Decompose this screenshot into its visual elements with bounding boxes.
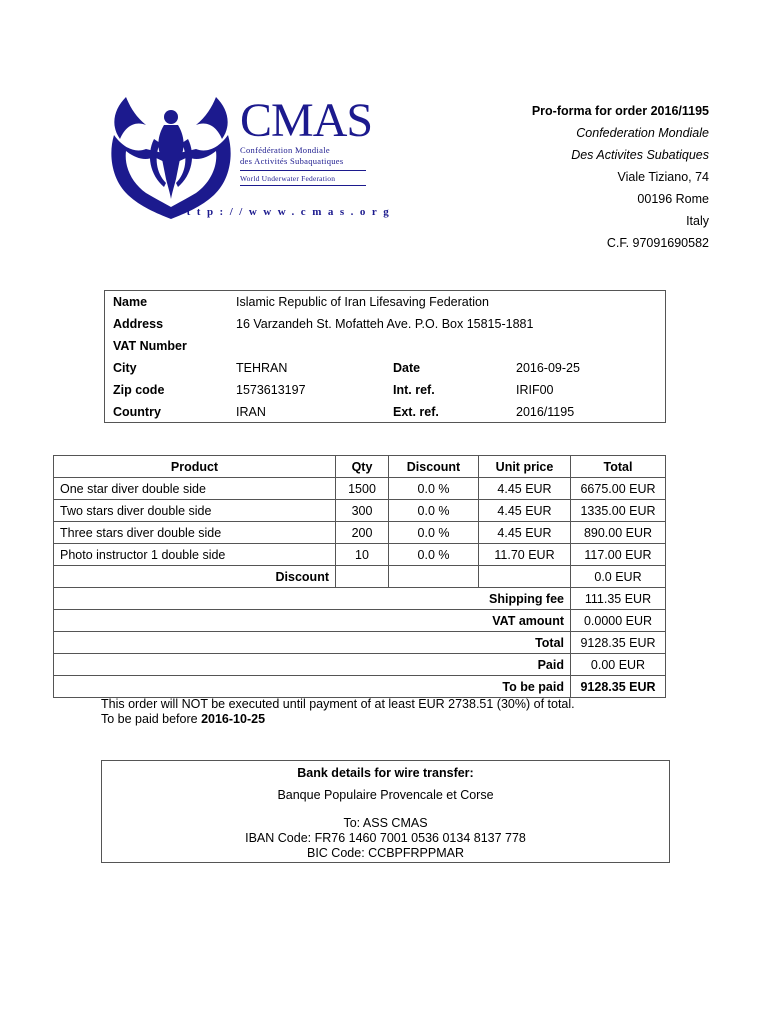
to-be-paid-label: To be paid bbox=[54, 676, 571, 698]
country-label: Country bbox=[113, 405, 161, 419]
vat-label: VAT Number bbox=[113, 339, 187, 353]
product-qty: 300 bbox=[336, 500, 389, 522]
customer-row-country bbox=[105, 401, 665, 423]
product-name: One star diver double side bbox=[54, 478, 336, 500]
extref-label: Ext. ref. bbox=[393, 405, 439, 419]
date-label: Date bbox=[393, 361, 421, 375]
empty-cell bbox=[336, 566, 389, 588]
product-name: Two stars diver double side bbox=[54, 500, 336, 522]
empty-cell bbox=[479, 566, 571, 588]
table-row bbox=[54, 522, 666, 544]
logo-rule bbox=[240, 170, 366, 171]
product-total: 117.00 EUR bbox=[571, 544, 666, 566]
header-total: Total bbox=[571, 456, 666, 478]
product-unit-price: 4.45 EUR bbox=[479, 500, 571, 522]
total-row bbox=[54, 632, 666, 654]
zip-value: 1573613197 bbox=[236, 383, 306, 397]
product-total: 6675.00 EUR bbox=[571, 478, 666, 500]
customer-row-city bbox=[105, 357, 665, 379]
city-label: City bbox=[113, 361, 137, 375]
product-discount: 0.0 % bbox=[389, 544, 479, 566]
logo-line-3: World Underwater Federation bbox=[240, 174, 336, 183]
address-label: Address bbox=[113, 317, 164, 331]
zip-label: Zip code bbox=[113, 383, 165, 397]
sender-block bbox=[532, 100, 709, 254]
sender-cf: C.F. 97091690582 bbox=[606, 236, 709, 250]
intref-label: Int. ref. bbox=[393, 383, 435, 397]
sender-org-1: Confederation Mondiale bbox=[576, 126, 709, 140]
due-date: 2016-10-25 bbox=[201, 712, 266, 726]
customer-row-zip bbox=[105, 379, 665, 401]
paid-value: 0.00 EUR bbox=[571, 654, 666, 676]
name-label: Name bbox=[113, 295, 148, 309]
extref-value: 2016/1195 bbox=[516, 405, 575, 419]
document-title: Pro-forma for order 2016/1195 bbox=[531, 104, 709, 118]
name-value: Islamic Republic of Iran Lifesaving Federation bbox=[236, 295, 489, 309]
paid-row bbox=[54, 654, 666, 676]
shipping-value: 111.35 EUR bbox=[571, 588, 666, 610]
vat-amount-label: VAT amount bbox=[54, 610, 571, 632]
product-qty: 10 bbox=[336, 544, 389, 566]
logo-line-2: des Activités Subaquatiques bbox=[240, 156, 344, 166]
cmas-logo bbox=[106, 94, 396, 223]
notice-line-1: This order will NOT be executed until payment of at least EUR 2738.51 (30%) of total. bbox=[101, 697, 575, 711]
product-unit-price: 4.45 EUR bbox=[479, 522, 571, 544]
paid-label: Paid bbox=[54, 654, 571, 676]
customer-box bbox=[104, 290, 666, 423]
bank-bic: BIC Code: CCBPFRPPMAR bbox=[307, 846, 464, 860]
sender-org-2: Des Activites Subatiques bbox=[571, 148, 709, 162]
bank-details-box bbox=[101, 760, 670, 863]
logo-url[interactable]: http://www.cmas.org bbox=[174, 206, 396, 218]
notice-prefix: To be paid before bbox=[101, 712, 202, 726]
sender-street: Viale Tiziano, 74 bbox=[617, 170, 709, 184]
header-discount: Discount bbox=[389, 456, 479, 478]
total-label: Total bbox=[54, 632, 571, 654]
product-total: 1335.00 EUR bbox=[571, 500, 666, 522]
bank-title: Bank details for wire transfer: bbox=[297, 766, 474, 780]
table-row bbox=[54, 478, 666, 500]
product-total: 890.00 EUR bbox=[571, 522, 666, 544]
payment-notice bbox=[101, 697, 575, 727]
product-unit-price: 4.45 EUR bbox=[479, 478, 571, 500]
product-name: Photo instructor 1 double side bbox=[54, 544, 336, 566]
to-be-paid-row bbox=[54, 676, 666, 698]
city-value: TEHRAN bbox=[236, 361, 288, 375]
discount-value: 0.0 EUR bbox=[571, 566, 666, 588]
bank-to: To: ASS CMAS bbox=[343, 816, 428, 830]
header-unit-price: Unit price bbox=[479, 456, 571, 478]
country-value: IRAN bbox=[236, 405, 266, 419]
logo-line-1: Confédération Mondiale bbox=[240, 145, 330, 155]
discount-label: Discount bbox=[54, 566, 336, 588]
products-table bbox=[53, 455, 666, 698]
total-value: 9128.35 EUR bbox=[571, 632, 666, 654]
product-discount: 0.0 % bbox=[389, 500, 479, 522]
product-discount: 0.0 % bbox=[389, 478, 479, 500]
customer-row-address bbox=[105, 313, 665, 335]
product-discount: 0.0 % bbox=[389, 522, 479, 544]
product-name: Three stars diver double side bbox=[54, 522, 336, 544]
vat-row bbox=[54, 610, 666, 632]
sender-country: Italy bbox=[686, 214, 709, 228]
intref-value: IRIF00 bbox=[516, 383, 554, 397]
empty-cell bbox=[389, 566, 479, 588]
customer-row-vat bbox=[105, 335, 665, 357]
shipping-label: Shipping fee bbox=[54, 588, 571, 610]
bank-iban: IBAN Code: FR76 1460 7001 0536 0134 8137 778 bbox=[245, 831, 526, 845]
product-qty: 200 bbox=[336, 522, 389, 544]
logo-rule bbox=[240, 185, 366, 186]
logo-brand: CMAS bbox=[240, 94, 373, 147]
header-product: Product bbox=[54, 456, 336, 478]
cmas-emblem-icon bbox=[106, 95, 236, 219]
bank-name: Banque Populaire Provencale et Corse bbox=[277, 788, 494, 802]
date-value: 2016-09-25 bbox=[516, 361, 580, 375]
table-row bbox=[54, 544, 666, 566]
header-qty: Qty bbox=[336, 456, 389, 478]
product-qty: 1500 bbox=[336, 478, 389, 500]
sender-city: 00196 Rome bbox=[637, 192, 709, 206]
vat-amount-value: 0.0000 EUR bbox=[571, 610, 666, 632]
table-row bbox=[54, 500, 666, 522]
shipping-row bbox=[54, 588, 666, 610]
address-value: 16 Varzandeh St. Mofatteh Ave. P.O. Box 15815-1881 bbox=[236, 317, 534, 331]
product-unit-price: 11.70 EUR bbox=[479, 544, 571, 566]
table-header-row bbox=[54, 456, 666, 478]
to-be-paid-value: 9128.35 EUR bbox=[571, 676, 666, 698]
notice-line-2 bbox=[101, 712, 575, 727]
discount-row bbox=[54, 566, 666, 588]
customer-row-name bbox=[105, 291, 665, 313]
